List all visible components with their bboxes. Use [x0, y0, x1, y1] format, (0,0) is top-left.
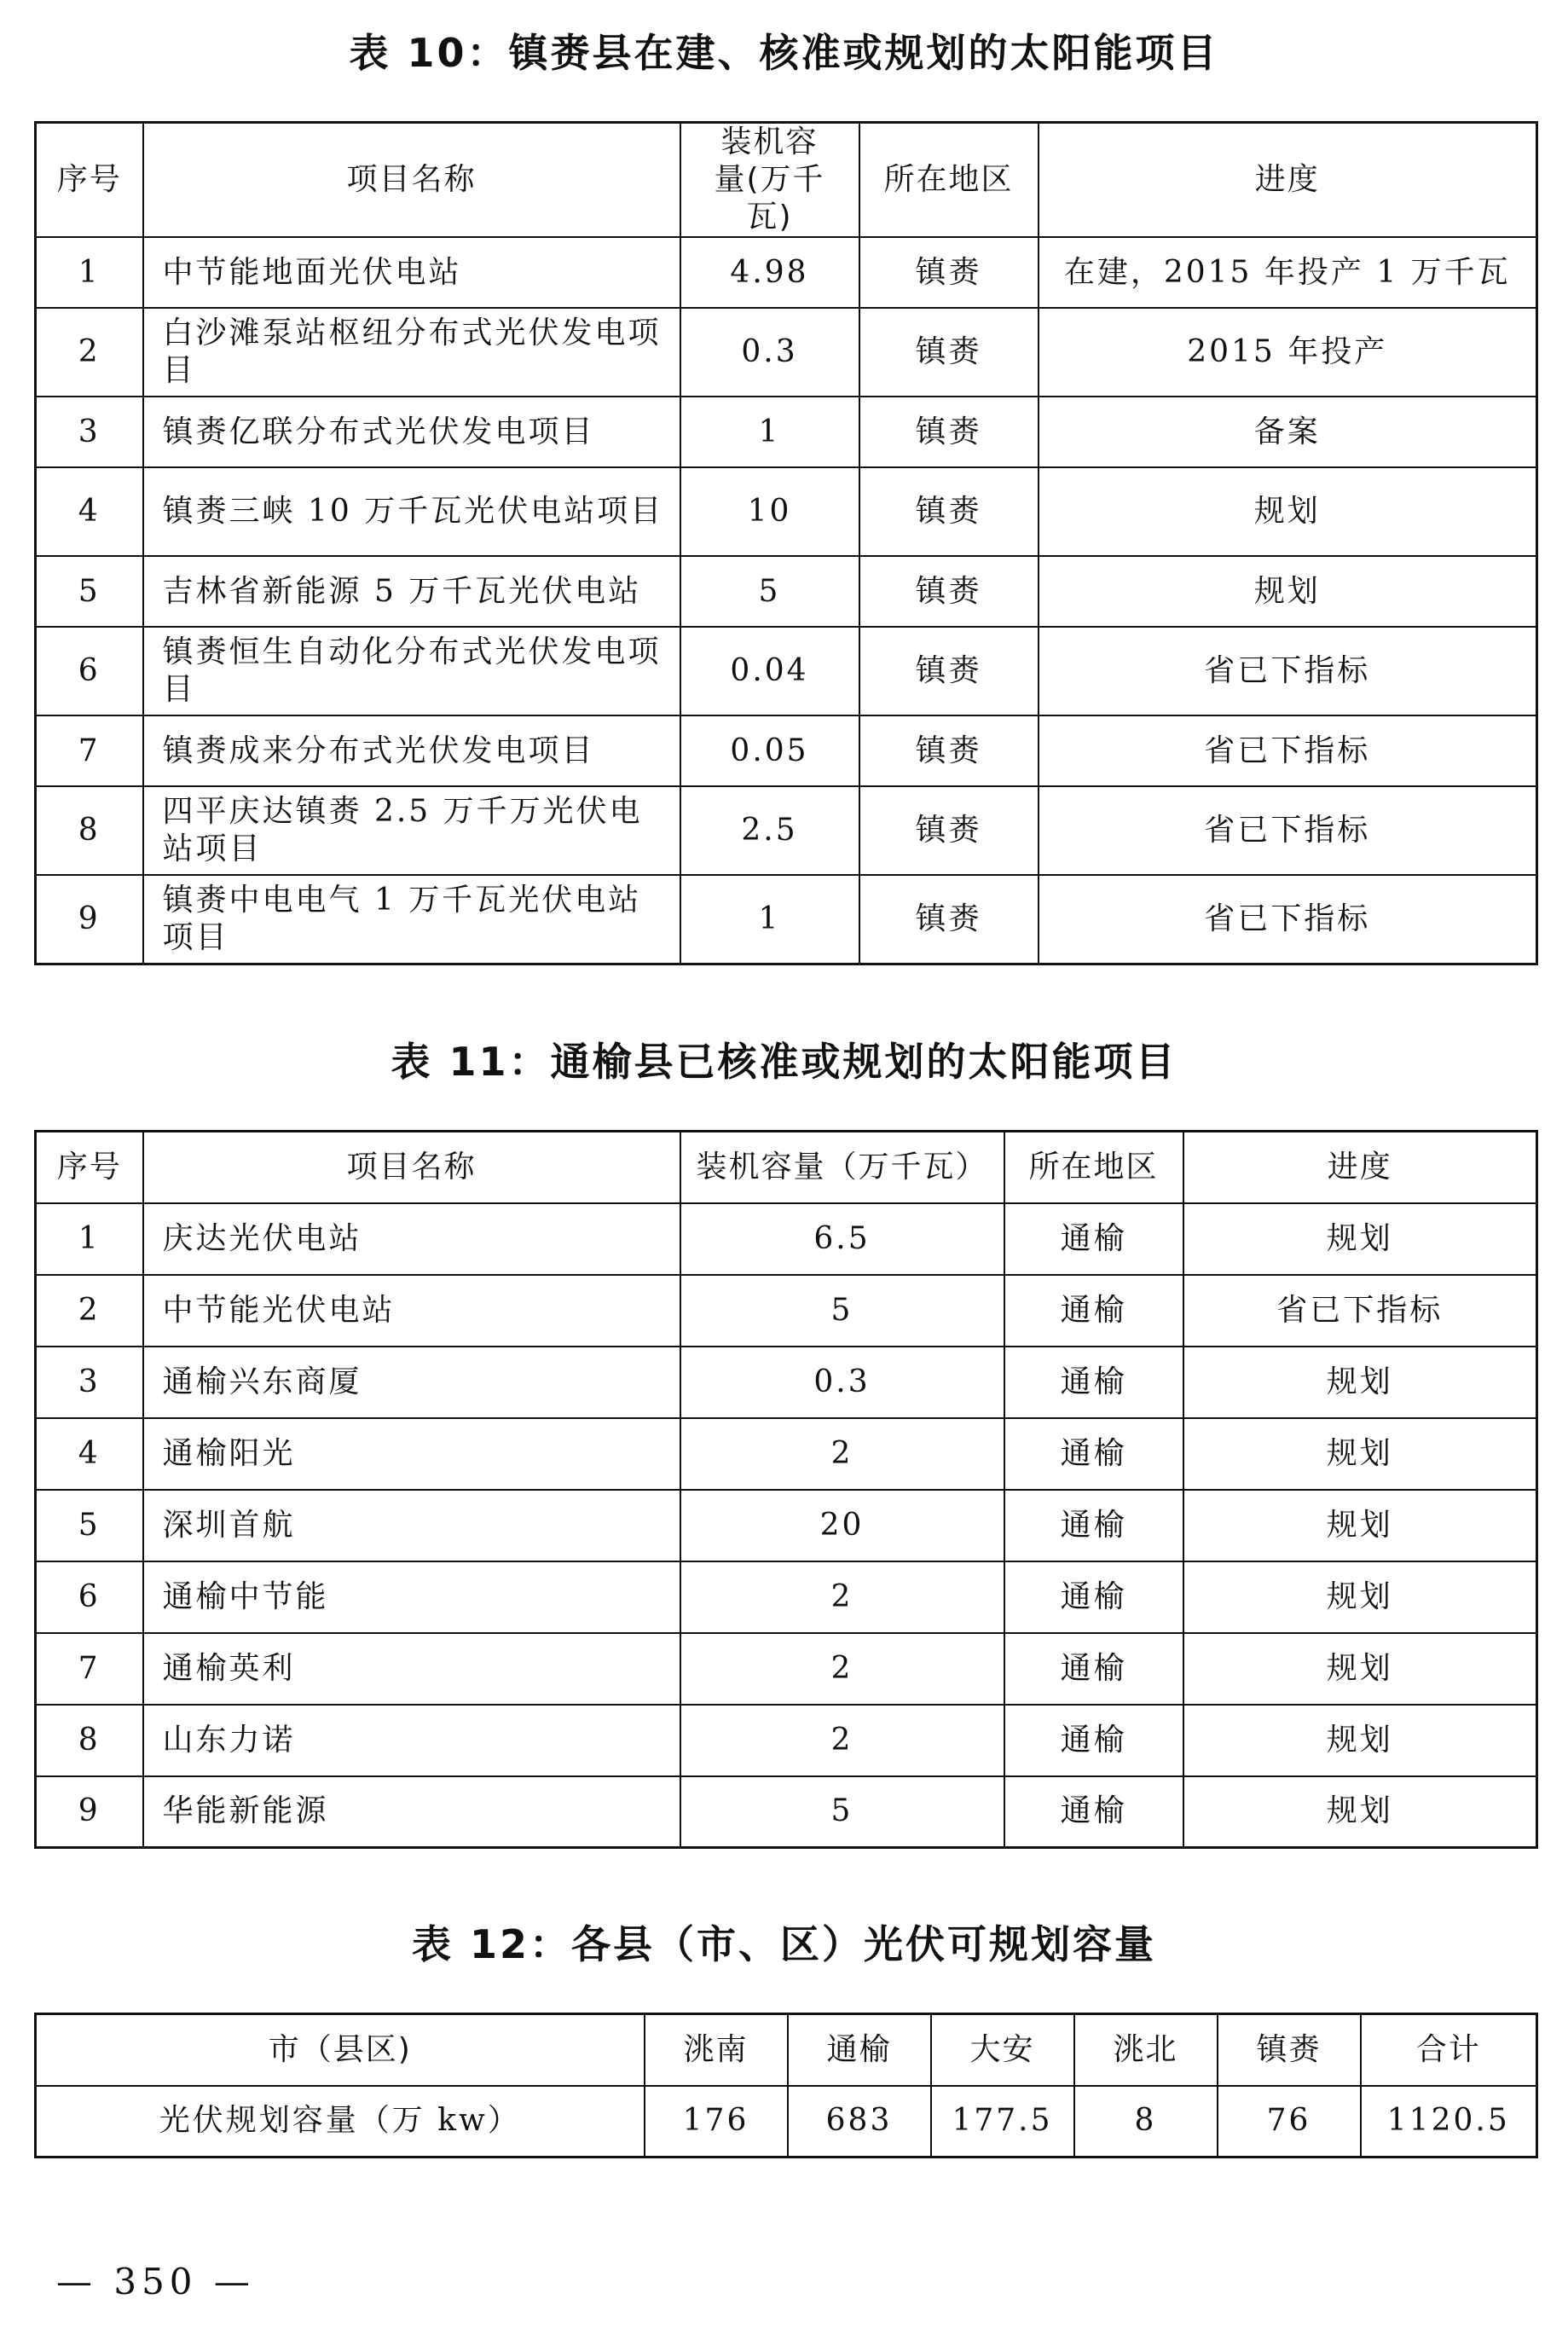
row-no: 7: [36, 1633, 143, 1705]
value-taobei: 8: [1074, 2086, 1218, 2158]
row-no: 3: [36, 1347, 143, 1418]
row-progress: 规划: [1183, 1203, 1537, 1275]
row-name: 四平庆达镇赉 2.5 万千万光伏电站项目: [143, 786, 680, 875]
row-name: 通榆兴东商厦: [143, 1347, 680, 1418]
table-row: [36, 786, 1537, 875]
row-no: 8: [36, 1705, 143, 1776]
row-progress: 规划: [1183, 1347, 1537, 1418]
row-capacity: 10: [680, 467, 859, 556]
table-row: [36, 1203, 1537, 1275]
row-capacity: 4.98: [680, 237, 859, 308]
row-no: 6: [36, 1561, 143, 1633]
table-row: [36, 308, 1537, 397]
row-capacity: 5: [680, 1776, 1004, 1848]
row-name: 镇赉成来分布式光伏发电项目: [143, 715, 680, 786]
row-region: 通榆: [1004, 1705, 1183, 1776]
table10-header-name: 项目名称: [143, 123, 680, 238]
row-region: 通榆: [1004, 1633, 1183, 1705]
row-progress: 省已下指标: [1039, 715, 1537, 786]
row-region: 通榆: [1004, 1347, 1183, 1418]
row-region: 镇赉: [859, 237, 1039, 308]
row-region: 镇赉: [859, 397, 1039, 467]
table12-title: 表 12：各县（市、区）光伏可规划容量: [411, 1921, 1157, 1967]
row-progress: 规划: [1183, 1490, 1537, 1561]
table12-header-total: 合计: [1361, 2014, 1537, 2086]
row-no: 8: [36, 786, 143, 875]
table-row: [36, 715, 1537, 786]
row-progress: 规划: [1039, 556, 1537, 627]
row-progress: 规划: [1039, 467, 1537, 556]
row-name: 镇赉中电电气 1 万千瓦光伏电站项目: [143, 875, 680, 964]
table-row: [36, 556, 1537, 627]
row-progress: 省已下指标: [1039, 627, 1537, 715]
row-capacity: 2: [680, 1633, 1004, 1705]
row-name: 吉林省新能源 5 万千瓦光伏电站: [143, 556, 680, 627]
table-row: [36, 1347, 1537, 1418]
table10-header-row: [36, 123, 1537, 238]
table12: [34, 2013, 1538, 2158]
row-no: 2: [36, 308, 143, 397]
row-capacity: 0.05: [680, 715, 859, 786]
table-row: [36, 1776, 1537, 1848]
row-capacity: 2: [680, 1418, 1004, 1490]
table-row: [36, 1490, 1537, 1561]
table12-header-row: [36, 2014, 1537, 2086]
row-progress: 规划: [1183, 1561, 1537, 1633]
row-region: 通榆: [1004, 1776, 1183, 1848]
table12-header-taonan: 洮南: [645, 2014, 788, 2086]
table10-header-region: 所在地区: [859, 123, 1039, 238]
row-no: 1: [36, 1203, 143, 1275]
row-progress: 备案: [1039, 397, 1537, 467]
table12-header-taobei: 洮北: [1074, 2014, 1218, 2086]
table12-header-zhenlai: 镇赉: [1218, 2014, 1361, 2086]
row-no: 7: [36, 715, 143, 786]
row-name: 白沙滩泵站枢纽分布式光伏发电项目: [143, 308, 680, 397]
table11-header-progress: 进度: [1183, 1132, 1537, 1203]
value-zhenlai: 76: [1218, 2086, 1361, 2158]
table-row: [36, 1633, 1537, 1705]
row-no: 5: [36, 556, 143, 627]
table-row: [36, 237, 1537, 308]
row-progress: 规划: [1183, 1633, 1537, 1705]
row-capacity: 1: [680, 875, 859, 964]
row-no: 5: [36, 1490, 143, 1561]
row-capacity: 2: [680, 1705, 1004, 1776]
row-name: 镇赉恒生自动化分布式光伏发电项目: [143, 627, 680, 715]
row-capacity: 2.5: [680, 786, 859, 875]
row-name: 华能新能源: [143, 1776, 680, 1848]
table10-header-progress: 进度: [1039, 123, 1537, 238]
row-region: 镇赉: [859, 467, 1039, 556]
row-no: 4: [36, 1418, 143, 1490]
row-region: 镇赉: [859, 308, 1039, 397]
table12-header-tongyu: 通榆: [788, 2014, 931, 2086]
table11: [34, 1130, 1538, 1849]
row-progress: 规划: [1183, 1776, 1537, 1848]
row-name: 中节能光伏电站: [143, 1275, 680, 1347]
row-capacity: 0.04: [680, 627, 859, 715]
row-no: 9: [36, 875, 143, 964]
row-progress: 2015 年投产: [1039, 308, 1537, 397]
row-name: 庆达光伏电站: [143, 1203, 680, 1275]
row-region: 通榆: [1004, 1418, 1183, 1490]
row-capacity: 5: [680, 1275, 1004, 1347]
row-no: 4: [36, 467, 143, 556]
row-region: 镇赉: [859, 786, 1039, 875]
row-label: 光伏规划容量（万 kw）: [36, 2086, 645, 2158]
table-row: [36, 2086, 1537, 2158]
row-progress: 省已下指标: [1183, 1275, 1537, 1347]
row-region: 通榆: [1004, 1490, 1183, 1561]
row-name: 通榆阳光: [143, 1418, 680, 1490]
table-row: [36, 397, 1537, 467]
row-progress: 规划: [1183, 1705, 1537, 1776]
row-region: 镇赉: [859, 627, 1039, 715]
row-no: 1: [36, 237, 143, 308]
row-capacity: 5: [680, 556, 859, 627]
table-row: [36, 1705, 1537, 1776]
row-capacity: 1: [680, 397, 859, 467]
row-name: 中节能地面光伏电站: [143, 237, 680, 308]
row-no: 2: [36, 1275, 143, 1347]
row-region: 通榆: [1004, 1561, 1183, 1633]
table11-header-row: [36, 1132, 1537, 1203]
row-no: 3: [36, 397, 143, 467]
table11-title: 表 11：通榆县已核准或规划的太阳能项目: [391, 1039, 1177, 1085]
table11-header-name: 项目名称: [143, 1132, 680, 1203]
table-row: [36, 467, 1537, 556]
table-row: [36, 1561, 1537, 1633]
row-progress: 在建，2015 年投产 1 万千瓦: [1039, 237, 1537, 308]
row-name: 镇赉亿联分布式光伏发电项目: [143, 397, 680, 467]
value-total: 1120.5: [1361, 2086, 1537, 2158]
table-row: [36, 627, 1537, 715]
row-capacity: 20: [680, 1490, 1004, 1561]
value-daan: 177.5: [931, 2086, 1074, 2158]
row-name: 山东力诺: [143, 1705, 680, 1776]
row-capacity: 0.3: [680, 308, 859, 397]
table10-header-capacity: 装机容量(万千瓦): [680, 123, 859, 238]
row-capacity: 6.5: [680, 1203, 1004, 1275]
row-progress: 省已下指标: [1039, 786, 1537, 875]
row-no: 9: [36, 1776, 143, 1848]
row-region: 镇赉: [859, 715, 1039, 786]
value-taonan: 176: [645, 2086, 788, 2158]
table12-header-area: 市（县区): [36, 2014, 645, 2086]
row-name: 通榆中节能: [143, 1561, 680, 1633]
table11-header-no: 序号: [36, 1132, 143, 1203]
table10-title: 表 10：镇赉县在建、核准或规划的太阳能项目: [349, 30, 1219, 76]
table-row: [36, 1275, 1537, 1347]
row-name: 深圳首航: [143, 1490, 680, 1561]
row-name: 镇赉三峡 10 万千瓦光伏电站项目: [143, 467, 680, 556]
row-region: 通榆: [1004, 1203, 1183, 1275]
row-progress: 省已下指标: [1039, 875, 1537, 964]
table10: [34, 121, 1538, 965]
row-region: 通榆: [1004, 1275, 1183, 1347]
table11-header-capacity: 装机容量（万千瓦）: [680, 1132, 1004, 1203]
row-region: 镇赉: [859, 556, 1039, 627]
row-capacity: 0.3: [680, 1347, 1004, 1418]
row-capacity: 2: [680, 1561, 1004, 1633]
table-row: [36, 1418, 1537, 1490]
table10-header-no: 序号: [36, 123, 143, 238]
row-no: 6: [36, 627, 143, 715]
row-progress: 规划: [1183, 1418, 1537, 1490]
value-tongyu: 683: [788, 2086, 931, 2158]
row-region: 镇赉: [859, 875, 1039, 964]
table-row: [36, 875, 1537, 964]
table11-header-region: 所在地区: [1004, 1132, 1183, 1203]
row-name: 通榆英利: [143, 1633, 680, 1705]
table12-header-daan: 大安: [931, 2014, 1074, 2086]
page-number: — 350 —: [56, 2261, 255, 2302]
